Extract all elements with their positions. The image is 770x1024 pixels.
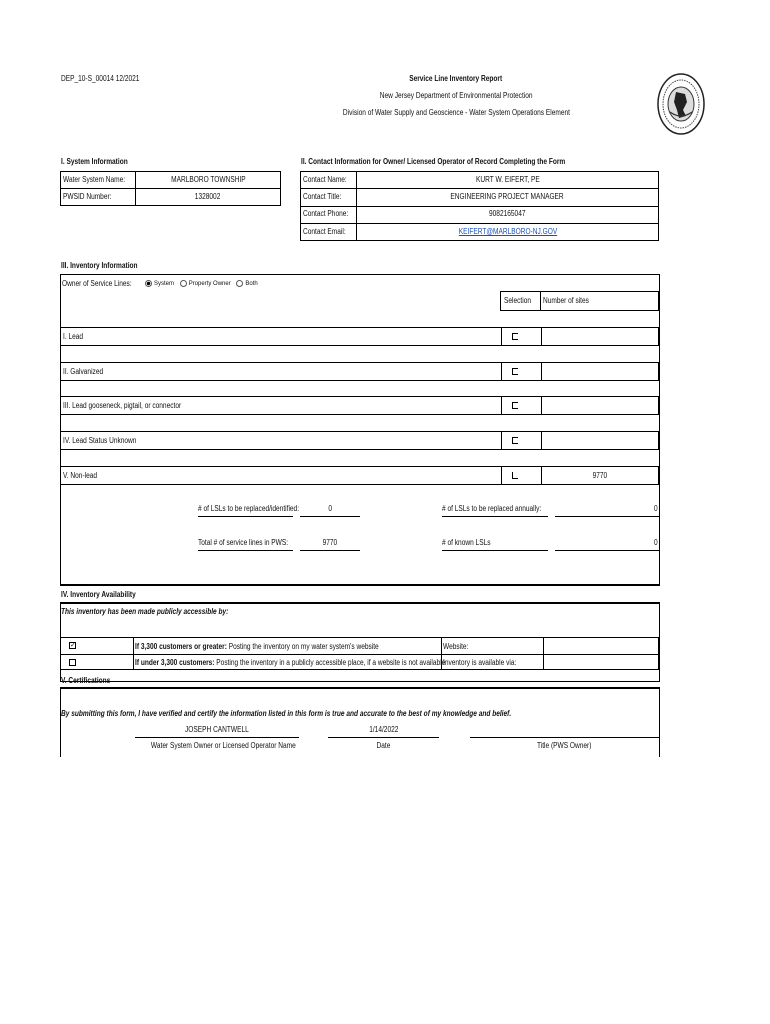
sites-header-label: Number of sites bbox=[543, 296, 589, 305]
lsl-replaced-label: # of LSLs to be replaced/identified: bbox=[198, 504, 300, 513]
row-label: III. Lead gooseneck, pigtail, or connector bbox=[63, 401, 182, 410]
website-input[interactable] bbox=[544, 639, 657, 653]
known-lsl-value[interactable]: 0 bbox=[654, 538, 658, 547]
row-sites[interactable] bbox=[542, 436, 658, 446]
owner-name-value[interactable]: JOSEPH CANTWELL bbox=[185, 725, 249, 734]
row-sites[interactable] bbox=[542, 332, 658, 342]
date-caption: Date bbox=[376, 741, 391, 750]
row-sites[interactable] bbox=[542, 367, 658, 377]
available-via-input[interactable] bbox=[544, 655, 657, 669]
owner-name-caption: Water System Owner or Licensed Operator Name bbox=[150, 741, 296, 750]
title-caption: Title (PWS Owner) bbox=[537, 741, 592, 750]
inventory-info-heading: III. Inventory Information bbox=[61, 261, 138, 270]
owner-radio-group bbox=[145, 279, 258, 289]
inventory-row bbox=[60, 396, 659, 415]
row-checkbox-checked[interactable] bbox=[512, 472, 518, 479]
certification-statement: By submitting this form, I have verified and certify the information listed in this form is true and accurate to the best of my knowledge and belief. bbox=[61, 709, 512, 718]
row-label: V. Non-lead bbox=[63, 471, 98, 480]
option-public-place-checkbox[interactable] bbox=[69, 659, 76, 666]
nj-dep-seal-icon bbox=[656, 72, 706, 136]
row-checkbox[interactable] bbox=[512, 368, 518, 375]
row-label: I. Lead bbox=[63, 332, 84, 341]
department-name: New Jersey Department of Environmental Protection bbox=[379, 91, 533, 100]
inventory-row bbox=[60, 466, 659, 485]
radio-empty-icon bbox=[236, 280, 243, 287]
system-info-table bbox=[60, 171, 281, 206]
radio-selected-icon bbox=[145, 280, 152, 287]
row-label: IV. Lead Status Unknown bbox=[63, 436, 137, 445]
contact-title-label: Contact Title: bbox=[303, 192, 342, 201]
certifications-heading: V. Certifications bbox=[61, 676, 111, 685]
contact-title-value: ENGINEERING PROJECT MANAGER bbox=[450, 192, 565, 201]
row-sites[interactable]: 9770 bbox=[592, 471, 608, 480]
form-id: DEP_10-S_00014 12/2021 bbox=[61, 74, 140, 83]
lsl-replaced-value[interactable]: 0 bbox=[328, 504, 332, 513]
owner-of-service-lines-label: Owner of Service Lines: bbox=[62, 279, 132, 288]
title-input[interactable] bbox=[470, 725, 659, 737]
inventory-panel bbox=[60, 274, 660, 584]
option-website-checkbox[interactable]: ✓ bbox=[70, 642, 76, 649]
contact-info-heading: II. Contact Information for Owner/ Licensed Operator of Record Completing the Form bbox=[301, 157, 566, 166]
water-system-name-label: Water System Name: bbox=[63, 175, 126, 184]
availability-heading: IV. Inventory Availability bbox=[61, 590, 136, 599]
known-lsl-label: # of known LSLs bbox=[442, 538, 491, 547]
row-checkbox[interactable] bbox=[512, 333, 518, 340]
contact-phone-label: Contact Phone: bbox=[303, 209, 349, 218]
system-info-heading: I. System Information bbox=[61, 157, 128, 166]
inventory-row bbox=[60, 327, 659, 346]
lsl-annual-value[interactable]: 0 bbox=[654, 504, 658, 513]
radio-empty-icon bbox=[180, 280, 187, 287]
contact-phone-value: 9082165047 bbox=[489, 209, 526, 218]
row-sites[interactable] bbox=[542, 401, 658, 411]
selection-header bbox=[500, 291, 659, 311]
contact-name-label: Contact Name: bbox=[303, 175, 347, 184]
date-value[interactable]: 1/14/2022 bbox=[368, 725, 399, 734]
lsl-annual-label: # of LSLs to be replaced annually: bbox=[442, 504, 542, 513]
radio-property-owner[interactable]: Property Owner bbox=[180, 281, 231, 287]
contact-info-table bbox=[300, 171, 659, 241]
availability-subheading: This inventory has been made publicly accessible by: bbox=[61, 607, 229, 616]
radio-system[interactable]: System bbox=[145, 281, 174, 287]
row-checkbox[interactable] bbox=[512, 437, 518, 444]
total-lines-label: Total # of service lines in PWS: bbox=[198, 538, 289, 547]
inventory-row bbox=[60, 362, 659, 381]
division-name: Division of Water Supply and Geoscience - Water System Operations Element bbox=[342, 108, 570, 117]
pwsid-value: 1328002 bbox=[195, 192, 221, 201]
radio-both[interactable]: Both bbox=[236, 281, 257, 287]
website-field-label: Website: bbox=[443, 642, 469, 651]
inventory-row bbox=[60, 431, 659, 450]
pwsid-label: PWSID Number: bbox=[63, 192, 112, 201]
contact-name-value: KURT W. EIFERT, PE bbox=[475, 175, 540, 184]
form-title: Service Line Inventory Report bbox=[409, 74, 503, 83]
option-website-text: If 3,300 customers or greater: Posting the inventory on my water system's website bbox=[135, 642, 379, 651]
available-via-field-label: Inventory is available via: bbox=[443, 658, 517, 667]
availability-table bbox=[60, 637, 659, 670]
water-system-name-value: MARLBORO TOWNSHIP bbox=[170, 175, 246, 184]
row-checkbox[interactable] bbox=[512, 402, 518, 409]
total-lines-value[interactable]: 9770 bbox=[322, 538, 338, 547]
contact-email-label: Contact Email: bbox=[303, 227, 346, 236]
row-label: II. Galvanized bbox=[63, 367, 104, 376]
contact-email-value[interactable]: KEIFERT@MARLBORO-NJ.GOV bbox=[458, 227, 557, 236]
option-public-place-text: If under 3,300 customers: Posting the inventory in a publicly accessible place, if a website is not available bbox=[135, 658, 446, 667]
selection-header-label: Selection bbox=[504, 296, 531, 305]
